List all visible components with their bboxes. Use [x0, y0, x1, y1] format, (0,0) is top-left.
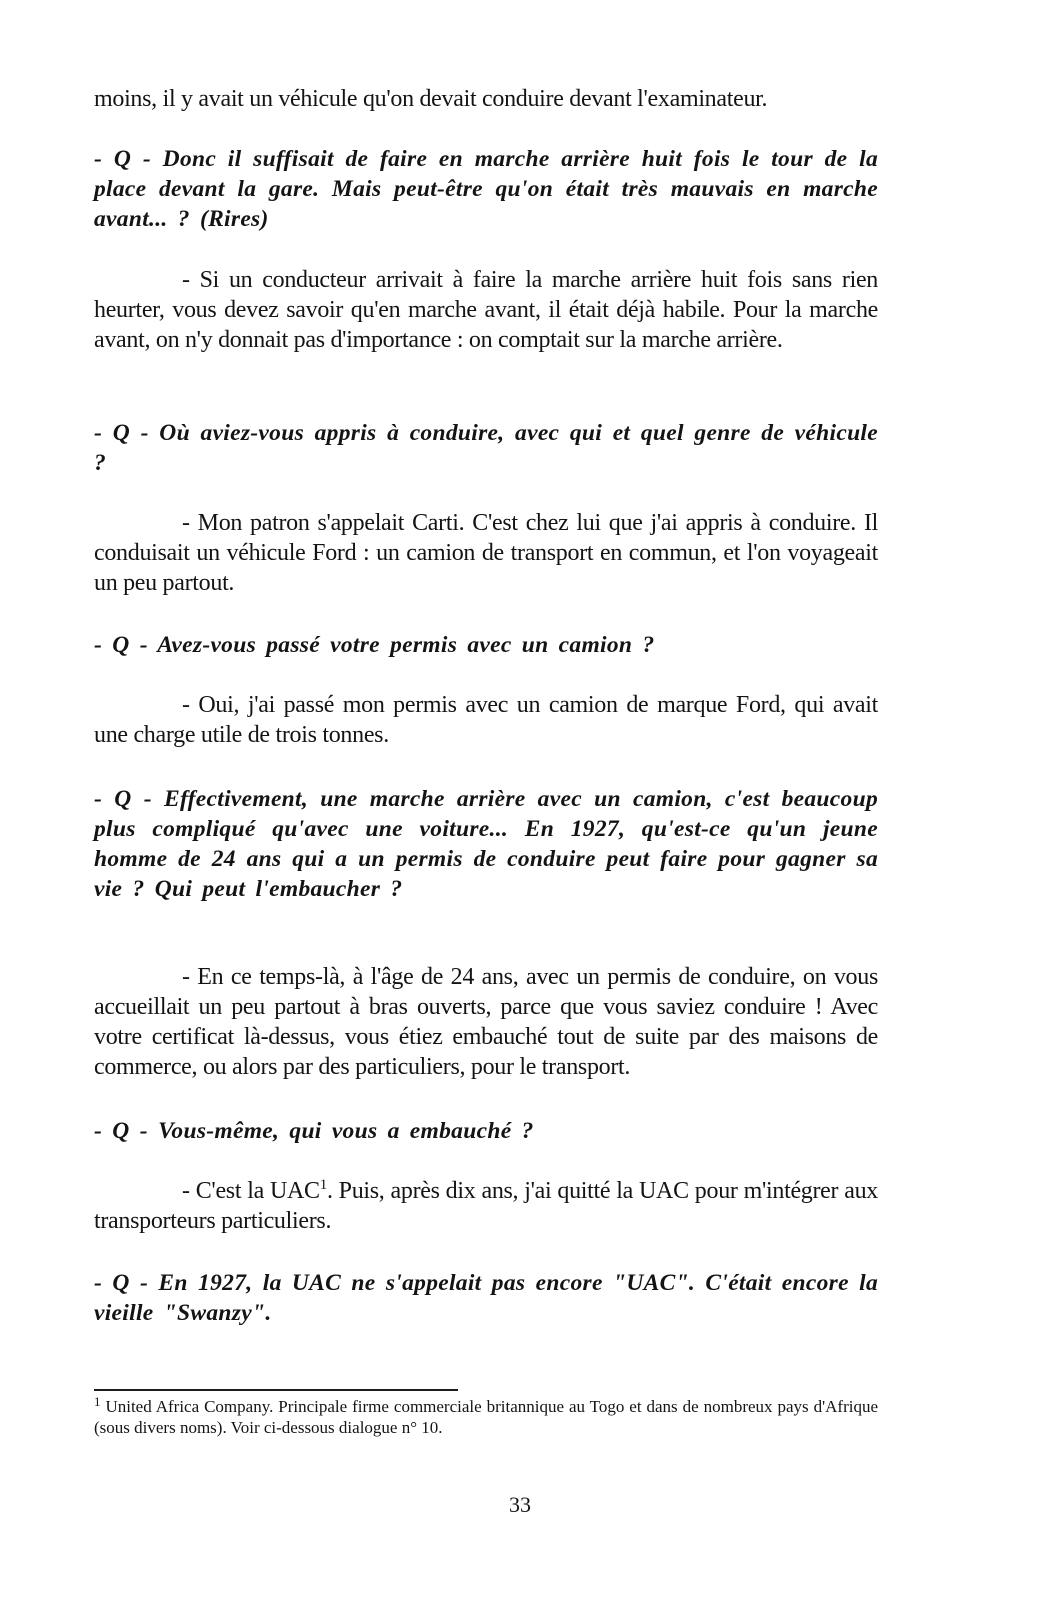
- answer-5: [94, 1176, 878, 1236]
- footnote-reference[interactable]: 1: [319, 1177, 327, 1193]
- question-text: Donc il suffisait de faire en marche arrière huit fois le tour de la place devant la gare. Mais peut-être qu'on était très mauvais en marche avant... ? (Rires): [94, 146, 878, 232]
- question-text: Effectivement, une marche arrière avec un camion, c'est beaucoup plus compliqué qu'avec une voiture... En 1927, qu'est-ce qu'un jeune homme de 24 ans qui a un permis de conduire peut faire pour gagner sa vie ? Qui peut l'embaucher ?: [94, 786, 878, 902]
- question-6: [94, 1268, 878, 1328]
- answer-text-before: - C'est la UAC: [182, 1178, 320, 1204]
- answer-continuation: [94, 84, 878, 114]
- question-prefix: - Q -: [94, 786, 152, 812]
- question-3: [94, 630, 878, 660]
- question-text: Avez-vous passé votre permis avec un camion ?: [157, 632, 655, 658]
- answer-1: [94, 265, 878, 355]
- answer-text: - Si un conducteur arrivait à faire la marche arrière huit fois sans rien heurter, vous devez savoir qu'en marche avant, il était déjà habile. Pour la marche avant, on n'y donnait pas d'importance : on comptait sur la marche arrière.: [94, 267, 878, 353]
- question-5: [94, 1116, 878, 1146]
- answer-text: moins, il y avait un véhicule qu'on devait conduire devant l'examinateur.: [94, 86, 768, 112]
- footnote: [94, 1396, 878, 1438]
- question-4: [94, 784, 878, 904]
- question-1: [94, 144, 878, 234]
- answer-4: [94, 962, 878, 1082]
- footnote-divider: [94, 1389, 458, 1391]
- answer-text-after: . Puis, après dix ans, j'ai quitté la UAC pour m'intégrer aux transporteurs particuliers.: [94, 1178, 878, 1234]
- footnote-number: 1: [94, 1394, 101, 1409]
- question-prefix: - Q -: [94, 420, 149, 446]
- footnote-text: United Africa Company. Principale firme commerciale britannique au Togo et dans de nombreux pays d'Afrique (sous divers noms). Voir ci-dessous dialogue n° 10.: [94, 1397, 879, 1437]
- question-text: Vous-même, qui vous a embauché ?: [158, 1118, 534, 1144]
- answer-3: [94, 690, 878, 750]
- question-prefix: - Q -: [94, 146, 151, 172]
- question-text: Où aviez-vous appris à conduire, avec qui et quel genre de véhicule ?: [94, 420, 878, 476]
- answer-2: [94, 508, 878, 598]
- question-text: En 1927, la UAC ne s'appelait pas encore "UAC". C'était encore la vieille "Swanzy".: [94, 1270, 878, 1326]
- question-2: [94, 418, 878, 478]
- answer-text: - Oui, j'ai passé mon permis avec un camion de marque Ford, qui avait une charge utile de trois tonnes.: [94, 692, 878, 748]
- answer-text: - En ce temps-là, à l'âge de 24 ans, avec un permis de conduire, on vous accueillait un peu partout à bras ouverts, parce que vous saviez conduire ! Avec votre certificat là-dessus, vous étiez embauché tout de suite par des maisons de commerce, ou alors par des particuliers, pour le transport.: [94, 964, 878, 1080]
- question-prefix: - Q -: [94, 1118, 148, 1144]
- question-prefix: - Q -: [94, 1270, 149, 1296]
- answer-text: - Mon patron s'appelait Carti. C'est chez lui que j'ai appris à conduire. Il conduisait un véhicule Ford : un camion de transport en commun, et l'on voyageait un peu partout.: [94, 510, 878, 596]
- question-prefix: - Q -: [94, 632, 148, 658]
- page-number: 33: [509, 1492, 531, 1517]
